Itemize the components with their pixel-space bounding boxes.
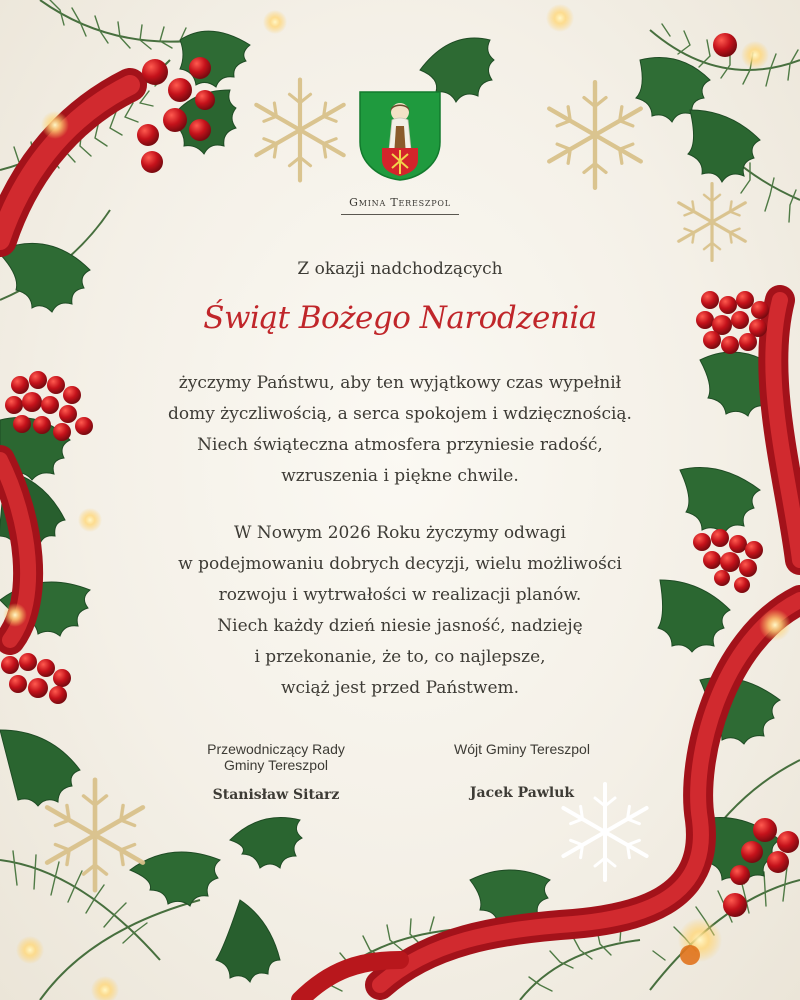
intro-text: Z okazji nadchodzących <box>297 259 503 279</box>
wishes-line: W Nowym 2026 Roku życzymy odwagi <box>234 523 566 543</box>
wishes-line: Niech świąteczna atmosfera przyniesie radość, <box>197 435 603 455</box>
coat-of-arms-icon <box>358 90 442 182</box>
wishes-line: w podejmowaniu dobrych decyzji, wielu możliwości <box>178 554 622 574</box>
divider <box>341 214 459 215</box>
wishes-line: i przekonanie, że to, co najlepsze, <box>254 647 546 667</box>
signature-council-chair <box>166 741 386 803</box>
wishes-line: wzruszenia i piękne chwile. <box>281 466 519 486</box>
wishes-line: wciąż jest przed Państwem. <box>280 678 520 698</box>
signature-role: Wójt Gminy Tereszpol <box>454 741 590 757</box>
wishes-line: rozwoju i wytrwałości w realizacji planów. <box>218 585 582 605</box>
wishes-line: domy życzliwością, a serca spokojem i wdzięcznością. <box>168 404 632 424</box>
wishes-paragraph-1 <box>110 368 690 492</box>
signature-name: Jacek Pawluk <box>469 785 575 801</box>
signature-mayor <box>412 741 632 801</box>
wishes-paragraph-2 <box>110 518 690 704</box>
signature-role: Przewodniczący Rady <box>207 741 345 757</box>
holiday-title: Świąt Bożego Narodzenia <box>203 300 597 336</box>
signature-role: Gminy Tereszpol <box>223 757 328 773</box>
municipality-name: Gmina Tereszpol <box>349 196 451 209</box>
signature-name: Stanisław Sitarz <box>212 787 340 803</box>
wishes-line: życzymy Państwu, aby ten wyjątkowy czas wypełnił <box>178 373 622 393</box>
wishes-line: Niech każdy dzień niesie jasność, nadzieję <box>217 616 583 636</box>
